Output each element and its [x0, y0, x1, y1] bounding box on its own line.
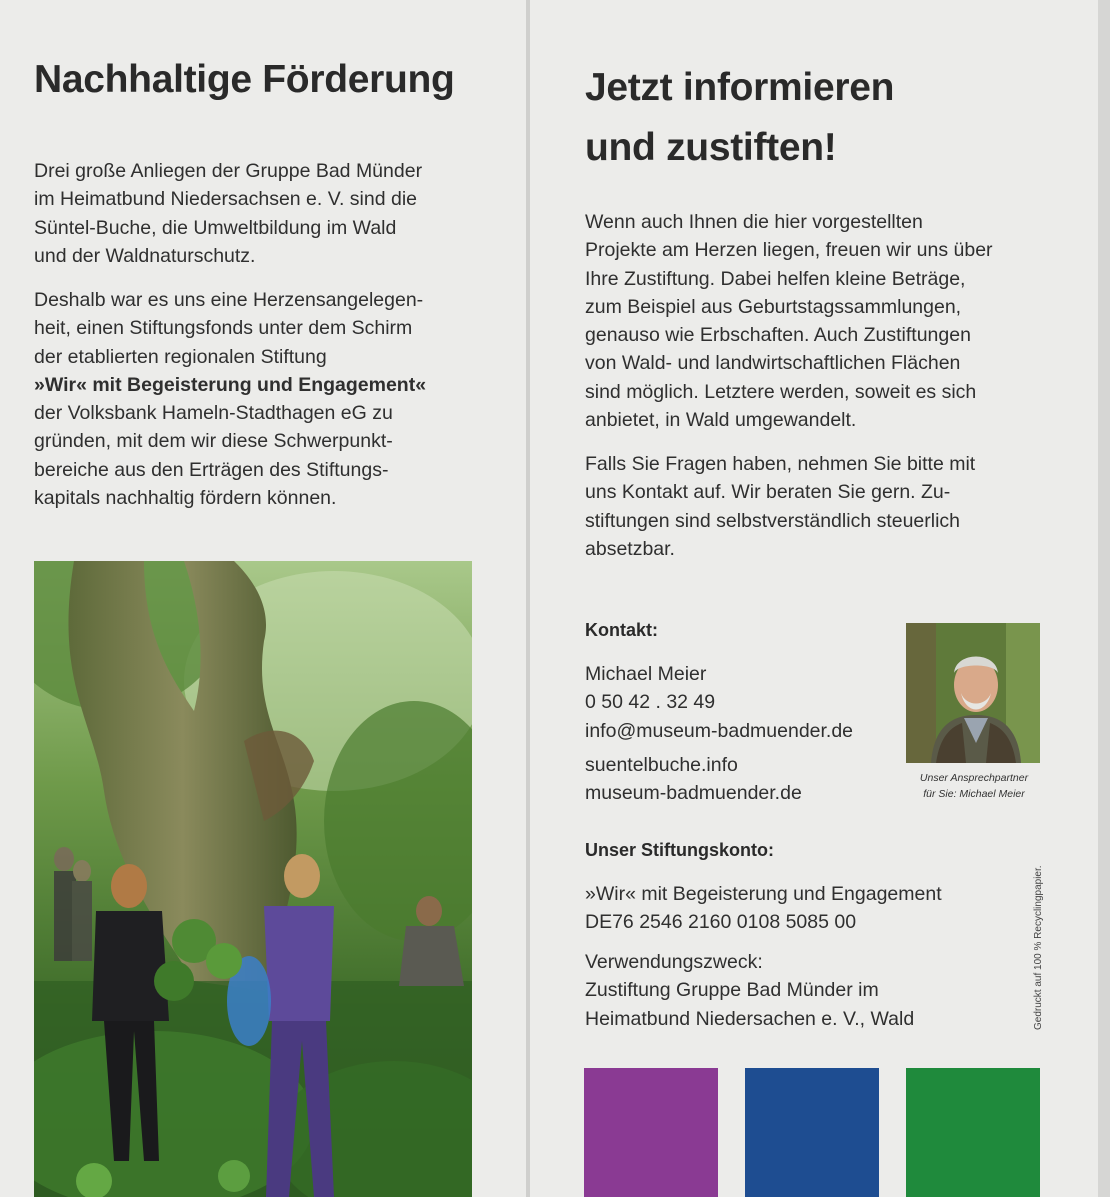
text-line: Projekte am Herzen liegen, freuen wir uns über — [585, 239, 993, 262]
caption-line-2: für Sie: Michael Meier — [923, 788, 1025, 800]
contact-phone[interactable]: 0 50 42 . 32 49 — [585, 691, 716, 714]
text-line: genauso wie Erbschaften. Auch Zustiftungen — [585, 324, 971, 347]
text-line: uns Kontakt auf. Wir beraten Sie gern. Zu- — [585, 481, 951, 504]
recycling-paper-note: Gedruckt auf 100 % Recyclingpapier. — [1033, 865, 1044, 1030]
account-name: »Wir« mit Begeisterung und Engagement — [585, 883, 942, 905]
left-paragraph-2 — [34, 286, 426, 512]
text-line: kapitals nachhaltig fördern können. — [34, 487, 337, 510]
forest-photo — [34, 561, 472, 1197]
text-line: Wenn auch Ihnen die hier vorgestellten — [585, 211, 923, 233]
caption-line-1: Unser Ansprechpartner — [919, 772, 1029, 784]
purpose-line-1: Zustiftung Gruppe Bad Münder im — [585, 979, 879, 1002]
website-links — [585, 751, 802, 808]
contact-details — [585, 660, 853, 745]
text-line: anbietet, in Wald umgewandelt. — [585, 409, 857, 432]
text-line: und der Waldnaturschutz. — [34, 244, 256, 267]
portrait-caption — [904, 770, 1044, 802]
page-edge — [1098, 0, 1110, 1197]
text-line: stiftungen sind selbstverständlich steuerlich — [585, 509, 961, 532]
right-paragraph-1 — [585, 208, 993, 434]
text-line: Deshalb war es uns eine Herzensangelegen- — [34, 289, 424, 311]
right-title — [585, 58, 894, 178]
account-iban: DE76 2546 2160 0108 5085 00 — [585, 911, 857, 934]
text-line: von Wald- und landwirtschaftlichen Flächen — [585, 352, 961, 375]
foundation-name-bold: »Wir« mit Begeisterung und Engagement« — [34, 373, 427, 396]
text-line: heit, einen Stiftungsfonds unter dem Schirm — [34, 317, 413, 340]
left-panel — [0, 0, 526, 1197]
purpose-details — [585, 948, 914, 1033]
purple-color-swatch — [584, 1068, 718, 1197]
text-line: der etablierten regionalen Stiftung — [34, 345, 327, 368]
right-title-line-2: und zustiften! — [585, 126, 837, 169]
purpose-label: Verwendungszweck: — [585, 951, 763, 973]
left-title: Nachhaltige Förderung — [34, 58, 455, 101]
text-line: zum Beispiel aus Geburtstagssammlungen, — [585, 295, 962, 318]
blue-color-swatch — [745, 1068, 879, 1197]
text-line: Falls Sie Fragen haben, nehmen Sie bitte mit — [585, 453, 976, 475]
contact-portrait-photo — [906, 623, 1040, 763]
text-line: bereiche aus den Erträgen des Stiftungs- — [34, 458, 389, 481]
account-heading: Unser Stiftungskonto: — [585, 840, 774, 860]
text-line: Ihre Zustiftung. Dabei helfen kleine Beträge, — [585, 267, 966, 290]
purpose-line-2: Heimatbund Niedersachen e. V., Wald — [585, 1007, 915, 1030]
text-line: im Heimatbund Niedersachsen e. V. sind die — [34, 188, 417, 211]
text-line: Süntel-Buche, die Umweltbildung im Wald — [34, 216, 397, 239]
right-panel — [530, 0, 1098, 1197]
contact-heading: Kontakt: — [585, 620, 658, 640]
text-line: Drei große Anliegen der Gruppe Bad Münder — [34, 160, 423, 182]
website-link-museum[interactable]: museum-badmuender.de — [585, 782, 802, 805]
account-details — [585, 880, 942, 937]
right-title-line-1: Jetzt informieren — [585, 66, 895, 109]
contact-email-link[interactable]: info@museum-badmuender.de — [585, 719, 854, 742]
contact-name: Michael Meier — [585, 663, 707, 685]
right-paragraph-2 — [585, 450, 975, 563]
text-line: sind möglich. Letztere werden, soweit es sich — [585, 380, 977, 403]
text-line: absetzbar. — [585, 537, 675, 560]
website-link-suentelbuche[interactable]: suentelbuche.info — [585, 754, 738, 776]
text-line: gründen, mit dem wir diese Schwerpunkt- — [34, 430, 393, 453]
green-color-swatch — [906, 1068, 1040, 1197]
text-line: der Volksbank Hameln-Stadthagen eG zu — [34, 402, 393, 425]
left-paragraph-1 — [34, 157, 422, 270]
